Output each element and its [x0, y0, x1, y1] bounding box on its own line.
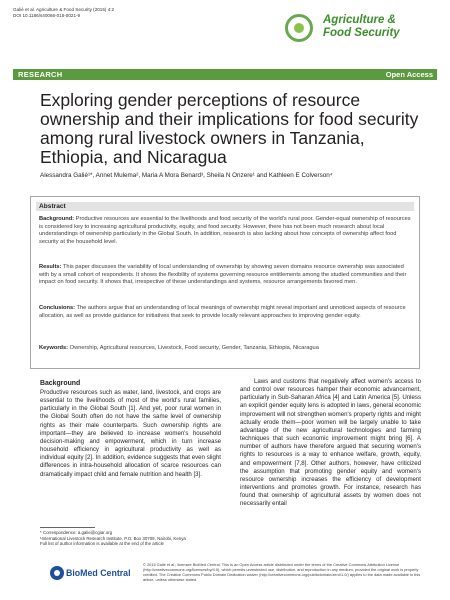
article-type-label: RESEARCH: [18, 70, 63, 79]
abstract-box: [30, 196, 420, 369]
keywords-label: Keywords:: [39, 345, 69, 351]
footnote-divider: [40, 527, 95, 528]
abstract-conclusions-text: The authors argue that an understanding of local meanings of ownership might reveal important and unnoticed aspects of resource allocation, as well as provide guidance for initiatives that seek to provide locally relevant approaches to improving gender equity.: [39, 305, 406, 319]
section-heading-background: Background: [40, 380, 81, 387]
journal-name-line2: Food Security: [323, 27, 400, 39]
author-info-note: Full list of author information is available at the end of the article: [40, 541, 164, 547]
keywords-text: Ownership, Agricultural resources, Livestock, Food security, Gender, Tanzania, Ethiopia, Nicaragua: [69, 345, 319, 351]
keywords: [39, 345, 411, 353]
footnote: [40, 530, 230, 547]
open-access-label: Open Access: [385, 70, 433, 79]
abstract-heading: Abstract: [36, 202, 414, 211]
abstract-results-label: Results:: [39, 264, 62, 270]
author-list: Alessandra Galiè¹*, Annet Mulema², Maria A Mora Benard³, Sheila N Onzere¹ and Kathleen E Colverson⁴: [40, 172, 333, 179]
body-paragraph-1: Productive resources such as water, land, livestock, and crops are essential to the livelihoods of most of the world's rural families, particularly in the Global South [1]. And yet, poor rural women in the Global South often do not have the same level of ownership rights as their male counterparts. Such ownership rights are important—they are believed to increase women's household decision-making and empowerment, which in turn increase household efficiency in agricultural productivity as well as individual equity [2]. In addition, evidence suggests that even slight differences in intra-household allocation of scarce resources can dramatically impact child and female nutrition and health [3].: [40, 389, 221, 478]
doi-text: DOI 10.1186/s40066-015-0021-9: [13, 13, 81, 18]
article-type-band: [13, 69, 437, 80]
abstract-background-text: Productive resources are essential to the livelihoods and food security of the world's rural poor. Gender-equal ownership of resources is considered key to increasing agricultural productivity, equity, and food security. However, there has not been much research about local understandings of ownership particularly in the Global South. In addition, research is also lacking about how concepts of ownership affect food security at the household level.: [39, 216, 411, 245]
affiliation-note: ¹International Livestock Research Institute, P.O. Box 30709, Nairobi, Kenya: [40, 535, 186, 541]
journal-name-line1: Agriculture &: [323, 14, 396, 26]
body-column-right: [240, 378, 421, 509]
abstract-background: [39, 216, 411, 246]
citation-header: [13, 7, 114, 19]
citation-text: Galié et al. Agriculture & Food Security (2015) 4:2: [13, 7, 115, 12]
abstract-results-text: This paper discusses the variability of local understanding of ownership by showing seven domains resource ownership was associated with by a small cohort of respondents. It shows the flexibility of systems governing resource entitlements among the studied communities and their impact on food security. It shows that, irrespective of these understandings and systems, resource arrangements favored men.: [39, 264, 407, 286]
article-title: Exploring gender perceptions of resource ownership and their implications for food security among rural livestock owners in Tanzania, Ethiopia, and Nicaragua: [40, 90, 419, 167]
license-text: © 2015 Galie et al.; licensee BioMed Central. This is an Open Access article distributed under the terms of the Creative Commons Attribution License (http://creativecommons.org/licenses/by/4.0), which permits unrestricted use, distribution, and reproduction in any medium, provided the original work is properly credited. The Creative Commons Public Domain Dedication waiver (http://creativecommons.org/publicdomain/zero/1.0/) applies to the data made available in this article, unless otherwise stated.: [143, 562, 421, 583]
abstract-conclusions: [39, 305, 411, 320]
abstract-conclusions-label: Conclusions:: [39, 305, 76, 311]
journal-name: [323, 14, 400, 40]
body-column-left: [40, 379, 221, 479]
abstract-results: [39, 264, 411, 287]
body-paragraph-2: Laws and customs that negatively affect women's access to and control over resources hamper their economic advancement, particularly in Sub-Saharan Africa [4] and Latin America [5]. Unless an explicit gender equity lens is adopted in laws, general economic improvement will not strengthen women's property rights and might actually erode them—poor women will be largely unable to take advantage of the new agricultural technologies and farming techniques that such economic improvement might bring [6]. A number of authors have therefore argued that securing women's rights to resources is a way to enhance welfare, growth, equity, and empowerment [7,8]. Other authors, however, have criticized the assumption that promoting gender equity and women's resource ownership increases the efficiency of development interventions and promotes growth. For instance, research has found that ownership of agricultural assets by women does not necessarily entail: [240, 378, 421, 508]
publisher-name: BioMed Central: [66, 568, 131, 578]
abstract-background-label: Background:: [39, 216, 75, 222]
biomed-central-logo-icon: [50, 566, 64, 580]
journal-logo-icon: [285, 14, 313, 42]
correspondence-note: * Correspondence: a.galie@cgiar.org: [40, 530, 113, 535]
